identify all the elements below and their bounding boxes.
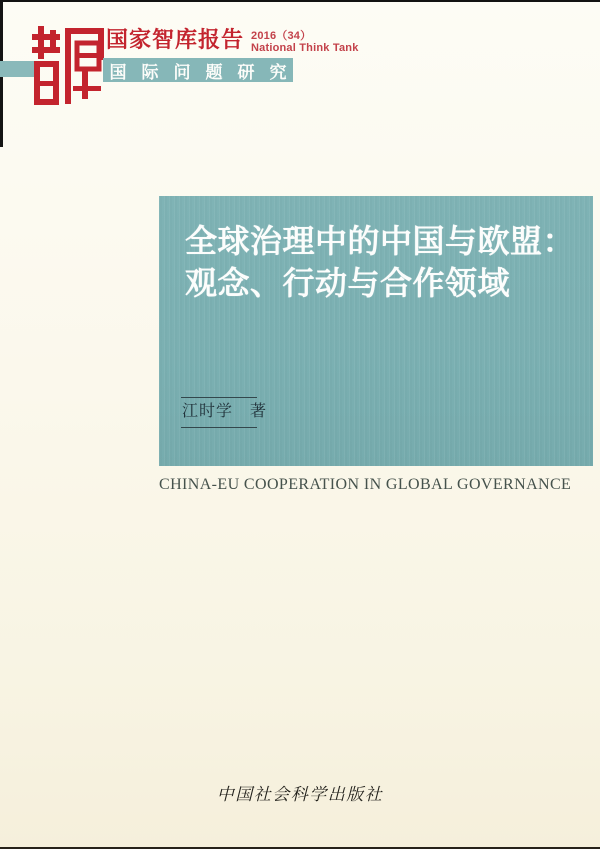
author-name: 江时学 著	[182, 403, 268, 420]
think-tank-seal-icon	[32, 26, 104, 106]
author-block	[181, 397, 267, 428]
series-header	[106, 26, 359, 54]
series-meta	[251, 26, 359, 54]
publisher-imprint: 中国社会科学出版社	[216, 785, 384, 805]
author-rule-bottom	[181, 427, 257, 428]
book-title	[185, 220, 575, 304]
subtitle-english: CHINA-EU COOPERATION IN GLOBAL GOVERNANCE	[159, 476, 572, 493]
series-title-en: National Think Tank	[251, 42, 359, 54]
topic-banner	[103, 58, 302, 82]
book-title-line1: 全球治理中的中国与欧盟：	[185, 223, 576, 259]
series-issue: 2016（34）	[251, 30, 312, 42]
scan-edge-top	[0, 0, 600, 2]
book-title-line2: 观念、行动与合作领域	[185, 265, 511, 301]
title-panel	[159, 196, 593, 466]
topic-banner-label: 国际问题研究	[109, 62, 302, 82]
author-rule-top	[181, 397, 257, 398]
series-title-zh: 国家智库报告	[106, 27, 245, 52]
